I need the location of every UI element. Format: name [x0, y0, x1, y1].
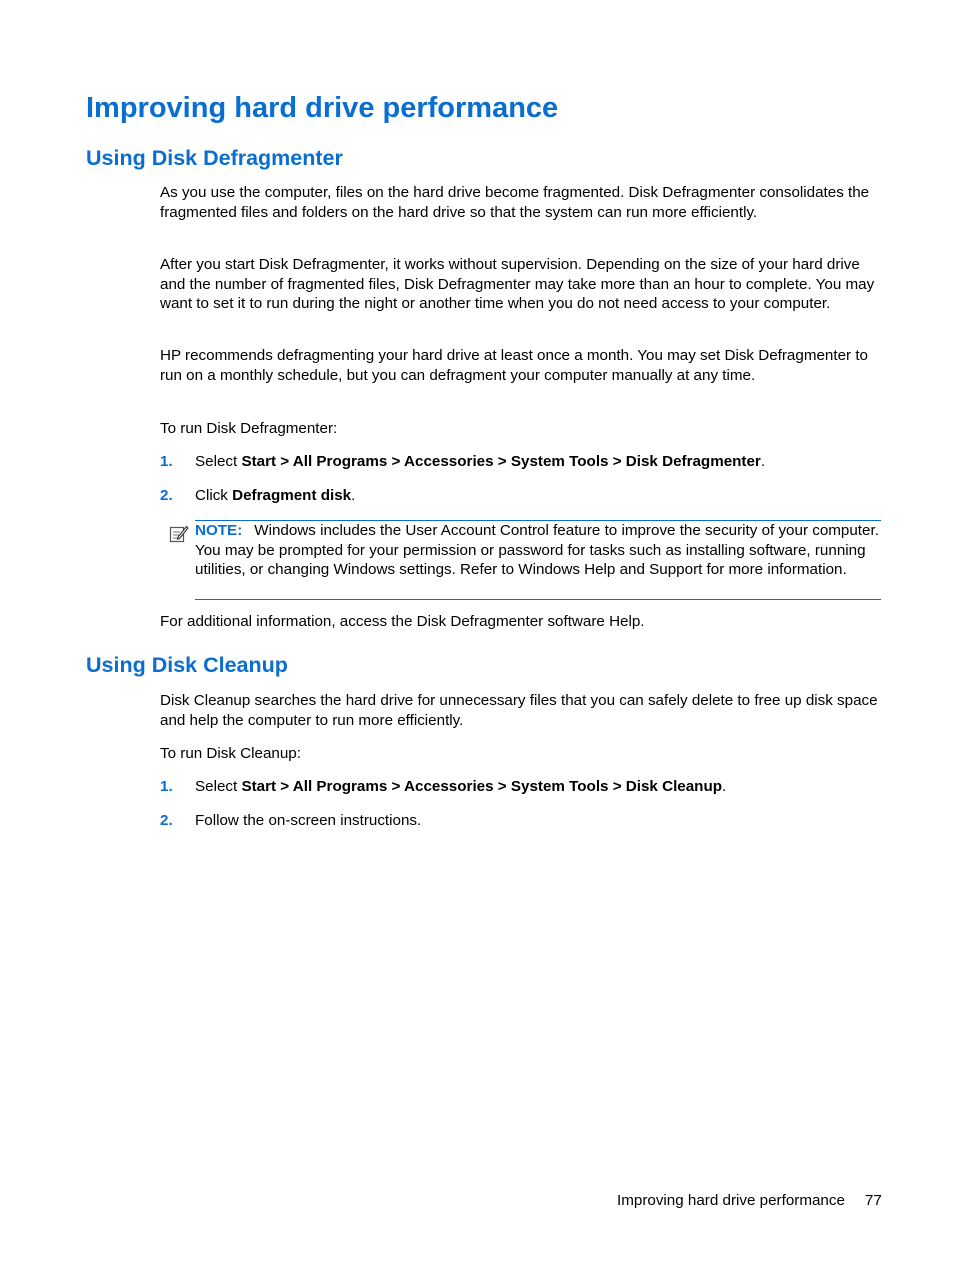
page-footer: [617, 1191, 882, 1211]
step-suffix: .: [760, 453, 766, 470]
paragraph-defrag-intro: As you use the computer, files on the hard drive become fragmented. Disk Defragmenter consolidates the fragmented files and folders on the hard drive so that the system can run more efficiently.: [160, 184, 870, 221]
paragraph-defrag-recommendation: HP recommends defragmenting your hard drive at least once a month. You may set Disk Defragmenter to run on a monthly schedule, but you can defragment your computer manually at any time.: [160, 347, 868, 384]
step-text: [195, 452, 765, 472]
step-text: [195, 811, 421, 831]
step-number: 1.: [160, 778, 173, 795]
section-heading-disk-cleanup: Using Disk Cleanup: [86, 653, 288, 677]
step-suffix: .: [722, 778, 727, 795]
step-text: [195, 486, 355, 506]
step-text: [195, 777, 726, 797]
step-menu-path: Start > All Programs > Accessories > System Tools > Disk Defragmenter: [241, 453, 761, 470]
note-label: NOTE:: [195, 522, 243, 539]
step-number: 2.: [160, 487, 173, 504]
paragraph-cleanup-to-run: To run Disk Cleanup:: [160, 745, 301, 762]
step-prefix: Follow the on-screen instructions.: [195, 812, 422, 829]
step-menu-path: Start > All Programs > Accessories > System Tools > Disk Cleanup: [241, 778, 723, 795]
note-body: Windows includes the User Account Control feature to improve the security of your computer. You may be prompted for your permission or password for tasks such as installing software, running utilities, or changing Windows settings. Refer to Windows Help and Support for more information.: [195, 522, 879, 578]
paragraph-cleanup-intro: Disk Cleanup searches the hard drive for unnecessary files that you can safely delete to free up disk space and help the computer to run more efficiently.: [160, 692, 878, 729]
note-text: [195, 521, 881, 580]
step-command: Defragment disk: [232, 487, 352, 504]
note-pencil-icon: [169, 524, 189, 544]
paragraph-defrag-to-run: To run Disk Defragmenter:: [160, 420, 338, 437]
paragraph-defrag-supervision: After you start Disk Defragmenter, it works without supervision. Depending on the size of your hard drive and the number of fragmented files, Disk Defragmenter may take more than an hour to complete. You may want to set it to run during the night or another time when you do not need access to your computer.: [160, 256, 875, 312]
step-number: 1.: [160, 453, 173, 470]
step-suffix: .: [351, 487, 356, 504]
footer-chapter-title: Improving hard drive performance: [617, 1192, 845, 1209]
paragraph-defrag-additional-info: For additional information, access the Disk Defragmenter software Help.: [160, 613, 645, 630]
step-prefix: Click: [195, 487, 233, 504]
step-prefix: Select: [195, 778, 242, 795]
step-prefix: Select: [195, 453, 242, 470]
note-box: [195, 520, 881, 600]
step-number: 2.: [160, 812, 173, 829]
page-number: 77: [864, 1192, 882, 1209]
page-title: Improving hard drive performance: [86, 92, 559, 124]
section-heading-disk-defragmenter: Using Disk Defragmenter: [86, 146, 343, 170]
